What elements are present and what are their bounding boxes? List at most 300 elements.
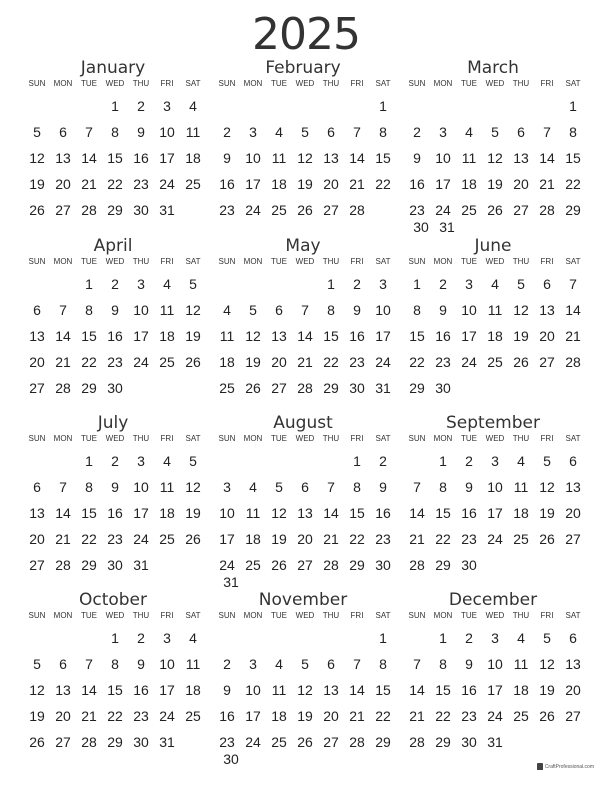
weekday-label: FRI [160, 434, 174, 443]
day-cell: 3 [137, 276, 145, 292]
day-cell: 11 [245, 505, 261, 521]
day-cell: 12 [539, 656, 555, 672]
day-cell: 7 [569, 276, 577, 292]
day-cell: 19 [487, 176, 503, 192]
day-cell: 24 [159, 176, 175, 192]
day-cell: 24 [435, 202, 451, 218]
day-cell: 28 [349, 202, 365, 218]
day-cell: 15 [107, 682, 123, 698]
day-cell: 13 [323, 150, 339, 166]
day-cell: 8 [379, 124, 387, 140]
day-cell: 7 [413, 656, 421, 672]
weekday-label: SUN [218, 611, 236, 620]
day-cell: 22 [349, 531, 365, 547]
day-cell: 1 [439, 453, 447, 469]
day-cell: 27 [323, 202, 339, 218]
day-cell: 16 [107, 328, 123, 344]
day-cell: 30 [349, 380, 365, 396]
day-cell: 27 [55, 202, 71, 218]
weekday-label: SAT [185, 79, 201, 88]
day-cell: 16 [219, 708, 235, 724]
day-cell: 1 [327, 276, 335, 292]
day-cell: 26 [539, 708, 555, 724]
day-cell: 17 [159, 682, 175, 698]
day-cell: 5 [189, 276, 197, 292]
weekday-label: MON [53, 79, 73, 88]
day-cell: 17 [245, 708, 261, 724]
day-cell: 12 [29, 682, 45, 698]
day-cell: 14 [55, 328, 71, 344]
day-cell: 6 [569, 630, 577, 646]
day-cell: 1 [353, 453, 361, 469]
day-cell: 26 [513, 354, 529, 370]
weekday-label: SUN [28, 434, 46, 443]
day-cell: 12 [513, 302, 529, 318]
day-cell: 15 [435, 505, 451, 521]
day-cell: 25 [513, 708, 529, 724]
day-cell: 17 [159, 150, 175, 166]
day-cell: 13 [539, 302, 555, 318]
day-cell: 8 [379, 656, 387, 672]
day-cell: 27 [565, 708, 581, 724]
weekday-label: TUE [461, 257, 477, 266]
weekday-label: THU [322, 79, 340, 88]
day-cell: 21 [539, 176, 555, 192]
day-cell: 17 [133, 505, 149, 521]
day-cell: 29 [107, 202, 123, 218]
day-cell: 7 [327, 479, 335, 495]
day-cell: 3 [491, 453, 499, 469]
day-cell: 8 [85, 479, 93, 495]
day-cell: 26 [271, 557, 287, 573]
month-name: February [265, 58, 341, 78]
day-cell: 7 [353, 656, 361, 672]
day-cell: 29 [349, 557, 365, 573]
day-cell: 11 [271, 682, 287, 698]
weekday-label: SUN [408, 79, 426, 88]
day-cell: 27 [539, 354, 555, 370]
weekday-label: WED [105, 611, 125, 620]
day-cell: 26 [29, 734, 45, 750]
day-cell: 22 [81, 531, 97, 547]
day-cell: 17 [219, 531, 235, 547]
day-cell: 11 [159, 302, 175, 318]
day-cell: 20 [323, 708, 339, 724]
day-cell: 21 [297, 354, 313, 370]
day-cell: 26 [487, 202, 503, 218]
day-cell: 30 [107, 557, 123, 573]
day-cell: 13 [55, 150, 71, 166]
day-cell: 18 [185, 682, 201, 698]
month-april [22, 236, 204, 412]
day-cell: 22 [81, 354, 97, 370]
day-cell: 28 [55, 380, 71, 396]
day-cell: 21 [409, 531, 425, 547]
day-cell: 25 [219, 380, 235, 396]
day-cell: 20 [565, 682, 581, 698]
weekday-label: FRI [350, 257, 364, 266]
weekday-label: THU [512, 434, 530, 443]
day-cell: 13 [297, 505, 313, 521]
day-cell: 18 [159, 328, 175, 344]
weekday-label: FRI [160, 79, 174, 88]
month-name: November [258, 590, 348, 610]
day-cell: 16 [133, 150, 149, 166]
day-cell: 18 [513, 682, 529, 698]
day-cell: 12 [297, 682, 313, 698]
weekday-label: WED [295, 79, 315, 88]
day-cell: 24 [461, 354, 477, 370]
day-cell: 25 [487, 354, 503, 370]
weekday-label: FRI [540, 79, 554, 88]
day-cell: 29 [81, 380, 97, 396]
day-cell: 8 [353, 479, 361, 495]
day-cell: 2 [413, 124, 421, 140]
day-cell: 23 [461, 708, 477, 724]
day-cell: 16 [435, 328, 451, 344]
day-cell: 4 [163, 453, 171, 469]
day-cell: 9 [223, 150, 231, 166]
day-cell: 28 [55, 557, 71, 573]
month-name: May [285, 236, 321, 256]
day-cell: 5 [543, 630, 551, 646]
day-cell: 3 [465, 276, 473, 292]
day-cell: 1 [111, 630, 119, 646]
day-cell: 5 [275, 479, 283, 495]
day-cell: 12 [297, 150, 313, 166]
weekday-label: SAT [565, 434, 581, 443]
day-cell: 4 [163, 276, 171, 292]
day-cell: 8 [413, 302, 421, 318]
day-cell: 9 [137, 124, 145, 140]
day-cell: 19 [245, 354, 261, 370]
day-cell: 8 [327, 302, 335, 318]
day-cell: 12 [185, 302, 201, 318]
day-cell: 25 [461, 202, 477, 218]
month-name: October [78, 590, 148, 610]
day-cell: 31 [487, 734, 503, 750]
day-cell: 26 [185, 354, 201, 370]
day-cell: 27 [323, 734, 339, 750]
weekday-label: TUE [271, 79, 287, 88]
day-cell: 27 [29, 380, 45, 396]
day-cell: 16 [409, 176, 425, 192]
day-cell: 23 [375, 531, 391, 547]
day-cell: 18 [271, 708, 287, 724]
weekday-label: FRI [160, 611, 174, 620]
day-cell: 30 [133, 734, 149, 750]
day-cell: 10 [461, 302, 477, 318]
month-name: April [93, 236, 133, 256]
logo-icon [537, 763, 543, 770]
day-cell: 1 [569, 98, 577, 114]
day-cell: 10 [159, 124, 175, 140]
day-cell: 14 [323, 505, 339, 521]
day-cell: 12 [487, 150, 503, 166]
day-cell: 3 [439, 124, 447, 140]
day-cell: 31 [159, 202, 175, 218]
weekday-label: FRI [540, 434, 554, 443]
day-cell: 23 [349, 354, 365, 370]
weekday-label: MON [53, 611, 73, 620]
weekday-label: WED [485, 611, 505, 620]
day-cell: 2 [223, 124, 231, 140]
day-cell: 14 [81, 682, 97, 698]
day-cell: 15 [107, 150, 123, 166]
day-cell: 24 [219, 557, 235, 573]
day-cell: 3 [249, 656, 257, 672]
day-cell: 2 [465, 630, 473, 646]
weekday-label: TUE [271, 434, 287, 443]
day-cell: 7 [301, 302, 309, 318]
day-cell: 13 [271, 328, 287, 344]
day-cell: 22 [107, 708, 123, 724]
day-cell: 25 [513, 531, 529, 547]
day-cell: 2 [111, 276, 119, 292]
day-cell: 11 [159, 479, 175, 495]
day-cell: 6 [327, 656, 335, 672]
day-cell: 15 [375, 682, 391, 698]
day-cell: 4 [275, 124, 283, 140]
day-cell: 4 [223, 302, 231, 318]
day-cell: 8 [439, 656, 447, 672]
weekday-label: THU [512, 611, 530, 620]
day-cell: 30 [107, 380, 123, 396]
weekday-label: FRI [160, 257, 174, 266]
day-cell: 16 [107, 505, 123, 521]
day-cell: 11 [185, 656, 201, 672]
day-cell: 23 [435, 354, 451, 370]
day-cell: 27 [271, 380, 287, 396]
day-cell: 3 [163, 630, 171, 646]
weekday-label: SAT [185, 611, 201, 620]
day-cell: 5 [249, 302, 257, 318]
day-cell: 29 [409, 380, 425, 396]
day-cell: 15 [81, 505, 97, 521]
day-cell: 24 [245, 734, 261, 750]
weekday-label: MON [53, 257, 73, 266]
day-cell: 31 [133, 557, 149, 573]
day-cell: 10 [435, 150, 451, 166]
day-cell: 1 [85, 453, 93, 469]
day-cell: 21 [55, 354, 71, 370]
day-cell: 4 [517, 630, 525, 646]
day-cell: 19 [29, 176, 45, 192]
day-cell: 28 [297, 380, 313, 396]
day-cell: 9 [111, 302, 119, 318]
day-cell: 22 [323, 354, 339, 370]
day-cell: 22 [435, 531, 451, 547]
day-cell: 1 [439, 630, 447, 646]
weekday-label: TUE [81, 611, 97, 620]
day-cell: 11 [513, 479, 529, 495]
day-cell-overflow: 30 [223, 751, 239, 767]
month-name: December [448, 590, 538, 610]
weekday-label: WED [105, 79, 125, 88]
day-cell: 19 [29, 708, 45, 724]
day-cell: 3 [163, 98, 171, 114]
day-cell: 29 [107, 734, 123, 750]
month-september [402, 413, 584, 589]
day-cell: 13 [323, 682, 339, 698]
day-cell: 20 [29, 354, 45, 370]
month-name: March [467, 58, 519, 78]
day-cell: 29 [81, 557, 97, 573]
weekday-label: SUN [28, 611, 46, 620]
day-cell: 28 [409, 734, 425, 750]
day-cell: 8 [569, 124, 577, 140]
day-cell: 24 [133, 531, 149, 547]
month-name: June [474, 236, 512, 256]
day-cell: 22 [375, 176, 391, 192]
day-cell: 10 [245, 682, 261, 698]
day-cell: 18 [271, 176, 287, 192]
day-cell: 23 [107, 354, 123, 370]
day-cell: 23 [461, 531, 477, 547]
day-cell: 21 [349, 708, 365, 724]
day-cell: 18 [245, 531, 261, 547]
weekday-label: THU [322, 257, 340, 266]
day-cell: 19 [297, 176, 313, 192]
day-cell: 25 [185, 176, 201, 192]
day-cell: 7 [85, 124, 93, 140]
day-cell: 22 [375, 708, 391, 724]
day-cell: 2 [379, 453, 387, 469]
day-cell: 18 [219, 354, 235, 370]
day-cell: 19 [271, 531, 287, 547]
day-cell: 24 [375, 354, 391, 370]
weekday-label: SAT [375, 257, 391, 266]
weekday-label: MON [433, 434, 453, 443]
day-cell: 2 [137, 98, 145, 114]
weekday-label: THU [322, 434, 340, 443]
weekday-label: THU [132, 79, 150, 88]
weekday-label: WED [295, 257, 315, 266]
day-cell: 11 [487, 302, 503, 318]
day-cell: 9 [223, 682, 231, 698]
day-cell: 6 [543, 276, 551, 292]
day-cell: 18 [487, 328, 503, 344]
day-cell: 8 [85, 302, 93, 318]
day-cell: 28 [349, 734, 365, 750]
day-cell: 5 [491, 124, 499, 140]
day-cell: 30 [133, 202, 149, 218]
day-cell: 11 [513, 656, 529, 672]
day-cell: 7 [59, 302, 67, 318]
day-cell: 3 [249, 124, 257, 140]
day-cell: 12 [539, 479, 555, 495]
day-cell: 15 [435, 682, 451, 698]
day-cell: 26 [185, 531, 201, 547]
weekday-label: FRI [350, 434, 364, 443]
day-cell: 22 [435, 708, 451, 724]
weekday-label: SAT [375, 79, 391, 88]
day-cell: 17 [133, 328, 149, 344]
month-february [212, 58, 394, 234]
day-cell: 19 [539, 682, 555, 698]
month-name: July [97, 413, 129, 433]
month-name: September [446, 413, 540, 433]
day-cell: 16 [133, 682, 149, 698]
weekday-label: FRI [540, 611, 554, 620]
day-cell: 10 [245, 150, 261, 166]
weekday-label: SAT [565, 79, 581, 88]
weekday-label: THU [322, 611, 340, 620]
weekday-label: TUE [461, 611, 477, 620]
weekday-label: TUE [461, 79, 477, 88]
day-cell: 1 [413, 276, 421, 292]
day-cell: 29 [323, 380, 339, 396]
day-cell: 17 [487, 682, 503, 698]
day-cell: 20 [29, 531, 45, 547]
day-cell: 19 [185, 505, 201, 521]
day-cell: 19 [513, 328, 529, 344]
day-cell: 27 [29, 557, 45, 573]
day-cell: 6 [301, 479, 309, 495]
day-cell: 6 [59, 124, 67, 140]
day-cell: 28 [323, 557, 339, 573]
day-cell: 5 [543, 453, 551, 469]
day-cell: 9 [111, 479, 119, 495]
day-cell: 18 [513, 505, 529, 521]
day-cell-overflow: 30 [413, 219, 429, 235]
day-cell: 17 [461, 328, 477, 344]
credit [537, 763, 594, 770]
weekday-label: SAT [375, 434, 391, 443]
day-cell: 21 [81, 176, 97, 192]
day-cell: 11 [271, 150, 287, 166]
day-cell: 2 [111, 453, 119, 469]
day-cell: 14 [349, 682, 365, 698]
weekday-label: MON [53, 434, 73, 443]
day-cell: 23 [409, 202, 425, 218]
day-cell: 5 [33, 124, 41, 140]
day-cell: 27 [55, 734, 71, 750]
weekday-label: SUN [218, 257, 236, 266]
day-cell: 28 [81, 734, 97, 750]
day-cell: 7 [85, 656, 93, 672]
weekday-label: MON [243, 611, 263, 620]
day-cell: 24 [133, 354, 149, 370]
weekday-label: THU [512, 257, 530, 266]
day-cell: 23 [107, 531, 123, 547]
day-cell: 21 [55, 531, 71, 547]
day-cell: 25 [245, 557, 261, 573]
day-cell: 24 [245, 202, 261, 218]
day-cell: 29 [565, 202, 581, 218]
day-cell: 20 [513, 176, 529, 192]
day-cell: 10 [487, 656, 503, 672]
weekday-label: WED [485, 434, 505, 443]
day-cell: 25 [159, 531, 175, 547]
day-cell: 16 [375, 505, 391, 521]
day-cell: 13 [29, 328, 45, 344]
day-cell: 31 [159, 734, 175, 750]
day-cell: 19 [539, 505, 555, 521]
weekday-label: TUE [271, 257, 287, 266]
day-cell: 6 [569, 453, 577, 469]
day-cell: 30 [435, 380, 451, 396]
day-cell: 14 [409, 682, 425, 698]
day-cell: 24 [487, 708, 503, 724]
weekday-label: WED [295, 434, 315, 443]
day-cell: 26 [297, 734, 313, 750]
day-cell: 23 [133, 708, 149, 724]
day-cell: 3 [379, 276, 387, 292]
day-cell: 7 [59, 479, 67, 495]
day-cell: 5 [189, 453, 197, 469]
day-cell: 6 [33, 302, 41, 318]
